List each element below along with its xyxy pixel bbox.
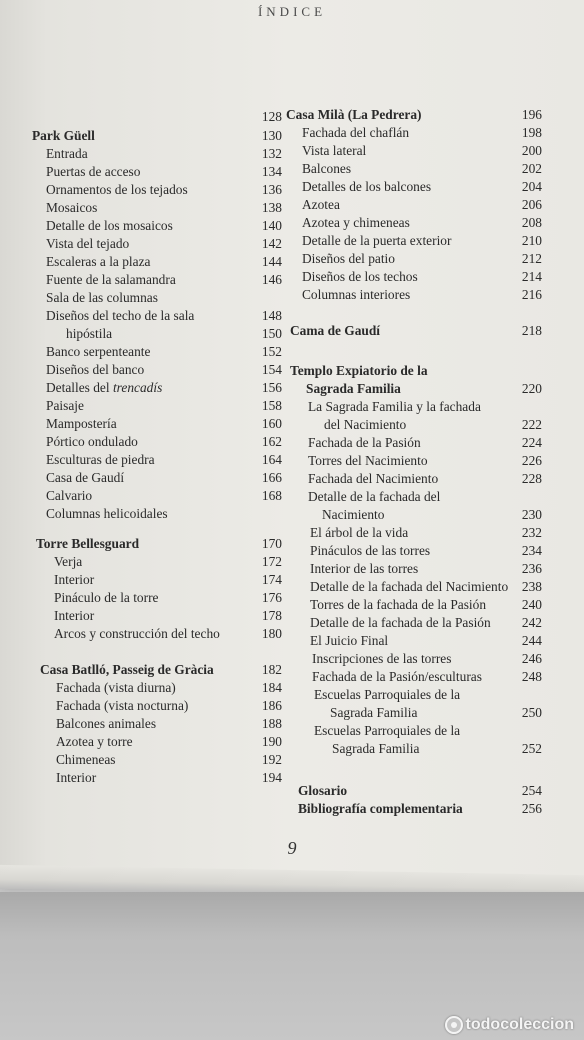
toc-entry-title: Detalles del trencadís xyxy=(46,380,163,395)
toc-entry-page: 238 xyxy=(521,579,542,594)
toc-entry-title: Diseños del patio xyxy=(302,251,395,266)
toc-entry-title: Park Güell xyxy=(32,128,95,143)
toc-entry-page: 174 xyxy=(261,572,282,587)
toc-entry-page: 158 xyxy=(261,398,282,413)
toc-entry-title: Pináculos de las torres xyxy=(310,543,431,558)
toc-entry xyxy=(32,361,282,379)
toc-entry-title: Detalle de la fachada del Nacimiento xyxy=(310,579,509,594)
running-head: ÍNDICE xyxy=(257,4,327,19)
toc-section-heading xyxy=(286,362,542,380)
toc-entry-page: 128 xyxy=(261,109,282,124)
toc-entry-title: Inscripciones de las torres xyxy=(312,651,452,666)
toc-section-heading xyxy=(286,322,542,340)
toc-section-heading xyxy=(286,106,542,124)
toc-entry xyxy=(286,506,542,524)
toc-entry-title: Azotea y chimeneas xyxy=(302,215,410,230)
toc-entry xyxy=(286,650,542,668)
toc-entry xyxy=(286,668,542,686)
toc-entry xyxy=(32,505,282,523)
toc-entry-title: Detalles de los balcones xyxy=(302,179,432,194)
toc-entry-page: 154 xyxy=(261,362,282,377)
toc-entry-page: 150 xyxy=(261,326,282,341)
toc-entry-page: 162 xyxy=(261,434,282,449)
toc-entry-page: 136 xyxy=(261,182,282,197)
toc-entry xyxy=(32,325,282,343)
toc-entry-page: 254 xyxy=(521,783,542,798)
toc-entry-page: 228 xyxy=(521,471,542,486)
toc-entry-title: Sagrada Familia xyxy=(306,381,401,396)
toc-section-heading xyxy=(286,380,542,398)
toc-section-heading xyxy=(32,127,282,145)
toc-entry-page: 204 xyxy=(521,179,542,194)
toc-entry-page: 146 xyxy=(261,272,282,287)
toc-entry-page: 172 xyxy=(261,554,282,569)
toc-entry-page: 138 xyxy=(261,200,282,215)
toc-entry-title: Calvario xyxy=(46,488,93,503)
toc-entry-page: 134 xyxy=(261,164,282,179)
toc-entry-title: Vista lateral xyxy=(302,143,367,158)
toc-entry xyxy=(286,614,542,632)
toc-entry-page: 240 xyxy=(521,597,542,612)
toc-entry-title: hipóstila xyxy=(66,326,113,341)
toc-entry-title: Detalle de la fachada de la Pasión xyxy=(310,615,491,630)
toc-entry xyxy=(286,704,542,722)
toc-entry xyxy=(32,217,282,235)
toc-entry-page: 178 xyxy=(261,608,282,623)
toc-entry-page: 200 xyxy=(521,143,542,158)
toc-entry-title: Bibliografía complementaria xyxy=(298,801,463,816)
toc-entry xyxy=(286,488,542,506)
toc-section-heading xyxy=(32,661,282,679)
toc-entry-page: 248 xyxy=(521,669,542,684)
toc-entry-title: Entrada xyxy=(46,146,88,161)
toc-entry-page: 194 xyxy=(261,770,282,785)
toc-entry-page: 196 xyxy=(521,107,542,122)
toc-entry-title: Glosario xyxy=(298,783,348,798)
toc-entry-page: 224 xyxy=(521,435,542,450)
toc-entry xyxy=(286,178,542,196)
toc-entry xyxy=(286,686,542,704)
toc-entry-title: Arcos y construcción del techo xyxy=(54,626,220,641)
toc-entry-page: 180 xyxy=(261,626,282,641)
toc-entry-title: Detalle de la puerta exterior xyxy=(302,233,452,248)
toc-entry xyxy=(32,769,282,787)
toc-entry-title: Escaleras a la plaza xyxy=(46,254,151,269)
toc-entry-page: 256 xyxy=(521,801,542,816)
toc-entry xyxy=(286,524,542,542)
toc-entry xyxy=(286,470,542,488)
toc-entry xyxy=(32,715,282,733)
toc-entry xyxy=(32,379,282,397)
toc-entry xyxy=(32,235,282,253)
toc-entry-title: Diseños del techo de la sala xyxy=(46,308,195,323)
toc-entry-title: Torres de la fachada de la Pasión xyxy=(310,597,487,612)
toc-entry-title: Interior xyxy=(56,770,97,785)
toc-entry xyxy=(286,160,542,178)
toc-entry-title: Sala de las columnas xyxy=(46,290,158,305)
toc-entry xyxy=(32,271,282,289)
toc-entry xyxy=(32,625,282,643)
toc-entry-page: 216 xyxy=(521,287,542,302)
toc-entry-page: 236 xyxy=(521,561,542,576)
toc-entry-title: Interior xyxy=(54,608,95,623)
toc-entry-title: Detalle de los mosaicos xyxy=(46,218,173,233)
toc-entry-title: Fachada de la Pasión xyxy=(308,435,421,450)
toc-entry-page: 166 xyxy=(261,470,282,485)
toc-entry-page: 170 xyxy=(261,536,282,551)
toc-entry-title: Banco serpenteante xyxy=(46,344,151,359)
toc-entry-title: Nacimiento xyxy=(322,507,385,522)
toc-entry-page: 140 xyxy=(261,218,282,233)
toc-entry-title: Diseños del banco xyxy=(46,362,145,377)
toc-entry-page: 232 xyxy=(521,525,542,540)
toc-entry xyxy=(286,196,542,214)
toc-entry-page: 132 xyxy=(261,146,282,161)
toc-entry-title: Casa de Gaudí xyxy=(46,470,125,485)
toc-entry xyxy=(32,469,282,487)
toc-entry xyxy=(32,589,282,607)
toc-entry-title: Diseños de los techos xyxy=(302,269,418,284)
toc-entry-title: Columnas interiores xyxy=(302,287,411,302)
toc-entry-page: 230 xyxy=(521,507,542,522)
toc-entry-title: Escuelas Parroquiales de la xyxy=(314,687,461,702)
toc-entry xyxy=(32,307,282,325)
toc-entry-page: 220 xyxy=(521,381,542,396)
toc-entry xyxy=(32,397,282,415)
toc-entry xyxy=(32,751,282,769)
toc-entry-title: Interior xyxy=(54,572,95,587)
toc-entry-title: Interior de las torres xyxy=(310,561,419,576)
toc-entry-title: Balcones animales xyxy=(56,716,157,731)
toc-entry xyxy=(32,289,282,307)
toc-entry xyxy=(286,542,542,560)
toc-entry-title: Casa Batlló, Passeig de Gràcia xyxy=(40,662,214,677)
toc-entry xyxy=(32,415,282,433)
toc-entry-page: 242 xyxy=(521,615,542,630)
toc-entry xyxy=(32,571,282,589)
toc-entry-title: Mampostería xyxy=(46,416,117,431)
toc-entry-title: Detalle de la fachada del xyxy=(308,489,441,504)
toc-entry-title: Azotea xyxy=(302,197,340,212)
toc-entry-page: 206 xyxy=(521,197,542,212)
toc-entry-title: El árbol de la vida xyxy=(310,525,409,540)
toc-entry-page: 244 xyxy=(521,633,542,648)
toc-entry xyxy=(32,679,282,697)
toc-entry xyxy=(32,199,282,217)
toc-entry-page: 202 xyxy=(521,161,542,176)
toc-entry-page: 214 xyxy=(521,269,542,284)
toc-entry-title: Fachada de la Pasión/esculturas xyxy=(312,669,482,684)
toc-entry xyxy=(286,250,542,268)
toc-entry xyxy=(286,452,542,470)
toc-entry-title: Fachada (vista nocturna) xyxy=(56,698,189,713)
toc-entry xyxy=(32,181,282,199)
toc-entry-title: Puertas de acceso xyxy=(46,164,141,179)
toc-entry xyxy=(286,560,542,578)
toc-entry xyxy=(32,733,282,751)
toc-entry-page: 198 xyxy=(521,125,542,140)
watermark-logo-icon xyxy=(445,1016,463,1034)
toc-entry-title: Vista del tejado xyxy=(46,236,130,251)
toc-entry-title: Fachada (vista diurna) xyxy=(56,680,176,695)
toc-entry-title: Azotea y torre xyxy=(56,734,133,749)
toc-entry-page: 234 xyxy=(521,543,542,558)
toc-entry xyxy=(286,722,542,740)
toc-section-heading xyxy=(286,782,542,800)
toc-entry xyxy=(32,607,282,625)
toc-entry-page: 250 xyxy=(521,705,542,720)
toc-entry-page: 186 xyxy=(261,698,282,713)
toc-entry xyxy=(286,142,542,160)
toc-entry xyxy=(32,433,282,451)
toc-entry-title: del Nacimiento xyxy=(324,417,407,432)
toc-entry-page: 164 xyxy=(261,452,282,467)
toc-entry-title: Casa Milà (La Pedrera) xyxy=(286,107,422,122)
toc-entry xyxy=(286,416,542,434)
toc-entry xyxy=(286,124,542,142)
toc-entry-page: 208 xyxy=(521,215,542,230)
toc-entry xyxy=(32,108,282,126)
toc-entry-title: Mosaicos xyxy=(46,200,98,215)
toc-entry xyxy=(286,434,542,452)
toc-entry xyxy=(286,268,542,286)
toc-entry-page: 212 xyxy=(521,251,542,266)
toc-entry-title: Cama de Gaudí xyxy=(290,323,381,338)
toc-entry-page: 142 xyxy=(261,236,282,251)
toc-entry-title: Ornamentos de los tejados xyxy=(46,182,188,197)
toc-entry-page: 190 xyxy=(261,734,282,749)
toc-entry-title: Templo Expiatorio de la xyxy=(290,363,428,378)
watermark-text: todocoleccion xyxy=(465,1016,574,1033)
toc-entry-page: 218 xyxy=(521,323,542,338)
toc-entry xyxy=(32,163,282,181)
toc-entry-title: Paisaje xyxy=(46,398,84,413)
toc-entry-title: Pórtico ondulado xyxy=(46,434,138,449)
toc-entry-title: Sagrada Familia xyxy=(332,741,420,756)
toc-entry-page: 188 xyxy=(261,716,282,731)
toc-entry-title: Fachada del chaflán xyxy=(302,125,410,140)
toc-entry-page: 210 xyxy=(521,233,542,248)
toc-entry-title: Sagrada Familia xyxy=(330,705,418,720)
toc-entry-page: 252 xyxy=(521,741,542,756)
toc-entry-page: 192 xyxy=(261,752,282,767)
toc-entry xyxy=(32,343,282,361)
toc-entry-title: Escuelas Parroquiales de la xyxy=(314,723,461,738)
toc-entry-page: 168 xyxy=(261,488,282,503)
toc-entry xyxy=(286,596,542,614)
toc-entry-title: Chimeneas xyxy=(56,752,116,767)
toc-entry xyxy=(32,553,282,571)
toc-entry-page: 182 xyxy=(261,662,282,677)
toc-entry-title: Columnas helicoidales xyxy=(46,506,168,521)
toc-entry-title: El Juicio Final xyxy=(310,633,389,648)
toc-section-heading xyxy=(32,535,282,553)
page-number: 9 xyxy=(287,838,297,858)
toc-entry-title: Torres del Nacimiento xyxy=(308,453,428,468)
toc-entry-title: Balcones xyxy=(302,161,352,176)
toc-entry xyxy=(286,632,542,650)
toc-entry-page: 176 xyxy=(261,590,282,605)
toc-entry-page: 160 xyxy=(261,416,282,431)
toc-entry-page: 148 xyxy=(261,308,282,323)
toc-entry xyxy=(286,214,542,232)
toc-entry xyxy=(286,398,542,416)
toc-entry xyxy=(32,145,282,163)
toc-entry-title: Fuente de la salamandra xyxy=(46,272,176,287)
toc-entry-page: 184 xyxy=(261,680,282,695)
toc-entry xyxy=(286,286,542,304)
toc-entry-title: Pináculo de la torre xyxy=(54,590,159,605)
toc-entry-page: 246 xyxy=(521,651,542,666)
toc-entry-page: 144 xyxy=(261,254,282,269)
toc-entry xyxy=(32,697,282,715)
toc-entry-title: Fachada del Nacimiento xyxy=(308,471,439,486)
toc-entry xyxy=(32,451,282,469)
toc-entry xyxy=(286,740,542,758)
toc-entry xyxy=(32,253,282,271)
toc-entry-title: Esculturas de piedra xyxy=(46,452,155,467)
toc-section-heading xyxy=(286,800,542,818)
toc-entry-page: 222 xyxy=(521,417,542,432)
toc-entry xyxy=(286,232,542,250)
watermark xyxy=(445,1016,574,1034)
toc-entry xyxy=(32,487,282,505)
toc-entry-page: 156 xyxy=(261,380,282,395)
toc-entry xyxy=(286,578,542,596)
toc-entry-title: Verja xyxy=(54,554,83,569)
toc-entry-title: La Sagrada Familia y la fachada xyxy=(308,399,481,414)
toc-entry-page: 130 xyxy=(261,128,282,143)
toc-entry-page: 152 xyxy=(261,344,282,359)
toc-entry-title: Torre Bellesguard xyxy=(36,536,140,551)
toc-entry-page: 226 xyxy=(521,453,542,468)
